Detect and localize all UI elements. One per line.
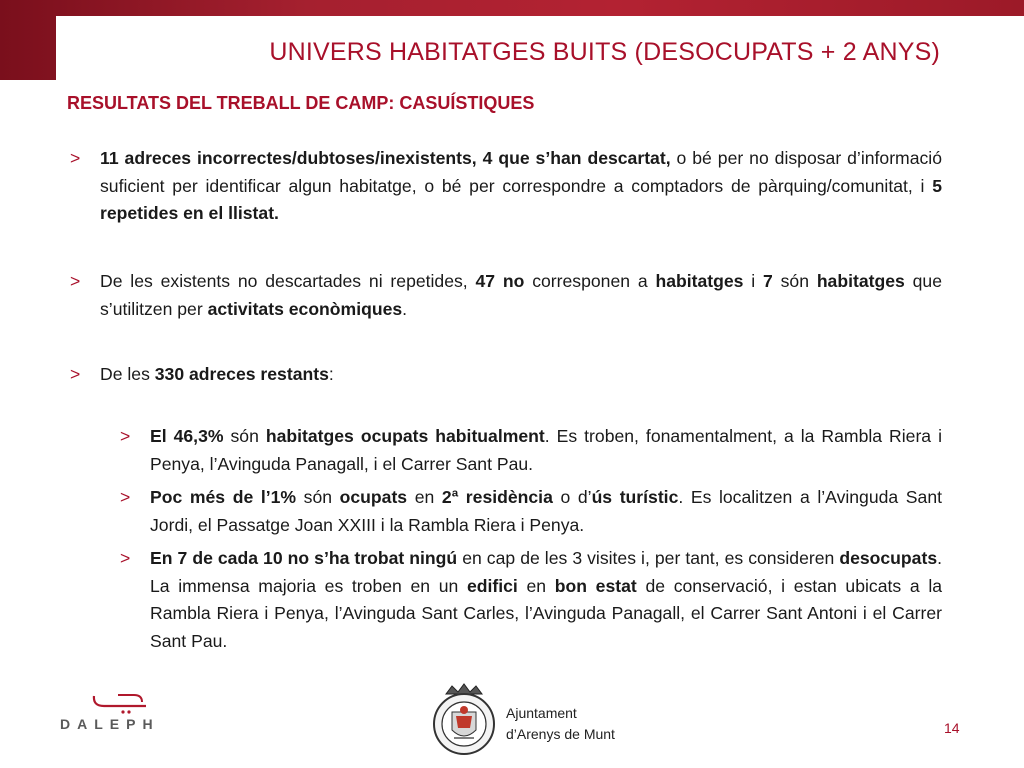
- bullet-paragraph-1: [70, 145, 942, 228]
- text-bold: edifici: [466, 575, 518, 596]
- text: i: [743, 271, 763, 291]
- text-bold: 2ª residència: [441, 487, 553, 507]
- ajuntament-line-2: d’Arenys de Munt: [506, 726, 615, 742]
- sub-bullet-2: [120, 484, 942, 539]
- text-bold: Poc més de l’1%: [150, 487, 297, 507]
- text-bold: desocupats: [839, 548, 938, 568]
- text: de conservació, i estan ubicats a la Rambla Riera i Penya, l’Avinguda Sant Carles, l’Avinguda Panagall, el Carrer Sant Antoni i el Carrer Sant Pau.: [150, 575, 943, 651]
- text: :: [328, 364, 334, 384]
- sub-bullet-1: [120, 423, 942, 478]
- text-bold: habitatges ocupats habitualment: [265, 426, 545, 446]
- text: en cap de les 3 visites i, per tant, es consideren: [457, 548, 840, 568]
- daleph-logo-text: DALEPH: [60, 716, 160, 732]
- ajuntament-line-1: Ajuntament: [506, 705, 577, 721]
- section-subtitle: RESULTATS DEL TREBALL DE CAMP: CASUÍSTIQUES: [67, 93, 535, 113]
- text: .: [402, 298, 408, 319]
- text-bold: 47 no: [475, 271, 525, 291]
- bullet-marker: >: [70, 148, 81, 168]
- bullet-paragraph-3: [70, 361, 942, 389]
- daleph-logo-mark-icon: [60, 686, 160, 714]
- text: corresponen a: [524, 271, 656, 291]
- page-number: 14: [944, 720, 960, 736]
- text-bold: activitats econòmiques: [207, 298, 403, 319]
- text-bold: El 46,3%: [150, 426, 224, 446]
- sub-bullet-3: [120, 545, 943, 655]
- text-bold: habitatges: [816, 271, 905, 291]
- text: en: [407, 487, 442, 507]
- text-bold: ús turístic: [591, 487, 679, 507]
- municipal-seal-icon: [432, 680, 496, 758]
- bullet-marker: >: [70, 271, 81, 291]
- text-bold: bon estat: [554, 575, 637, 596]
- text-bold: En 7 de cada 10 no s’ha trobat ningú: [150, 548, 458, 568]
- bullet-paragraph-2: [70, 268, 942, 323]
- bullet-marker: >: [70, 364, 81, 384]
- text: són: [296, 487, 340, 507]
- page-title: UNIVERS HABITATGES BUITS (DESOCUPATS + 2 ANYS): [269, 38, 940, 66]
- bullet-marker: >: [120, 548, 131, 568]
- text-bold: 330 adreces restants: [154, 364, 329, 384]
- text: són: [223, 426, 266, 446]
- text: o d’: [552, 487, 592, 507]
- text-bold: habitatges: [655, 271, 744, 291]
- ajuntament-label: [506, 703, 615, 745]
- text: són: [772, 271, 817, 291]
- text: De les existents no descartades ni repetides,: [100, 271, 476, 291]
- text-bold: 5 repetides en el llistat.: [100, 175, 942, 223]
- text: De les: [100, 364, 155, 384]
- text-bold: ocupats: [339, 487, 408, 507]
- daleph-logo: [60, 686, 160, 736]
- text-bold: 11 adreces incorrectes/dubtoses/inexistents, 4 que s’han descartat,: [100, 148, 671, 168]
- text: en: [517, 575, 555, 596]
- text: o bé per no disposar d’informació suficient per identificar algun habitatge, o bé per correspondre a comptadors de pàrquing/comunitat, i: [100, 148, 942, 196]
- text: . Es troben, fonamentalment, a la Rambla Riera i Penya, l’Avinguda Panagall, i el Carrer Sant Pau.: [150, 426, 942, 474]
- bullet-marker: >: [120, 426, 131, 446]
- text: . Es localitzen a l’Avinguda Sant Jordi, el Passatge Joan XXIII i la Rambla Riera i Penya.: [150, 487, 942, 535]
- bullet-marker: >: [120, 487, 131, 507]
- text: . La immensa majoria es troben en un: [150, 548, 942, 596]
- text-bold: 7: [763, 271, 773, 291]
- text: que s’utilitzen per: [100, 271, 942, 319]
